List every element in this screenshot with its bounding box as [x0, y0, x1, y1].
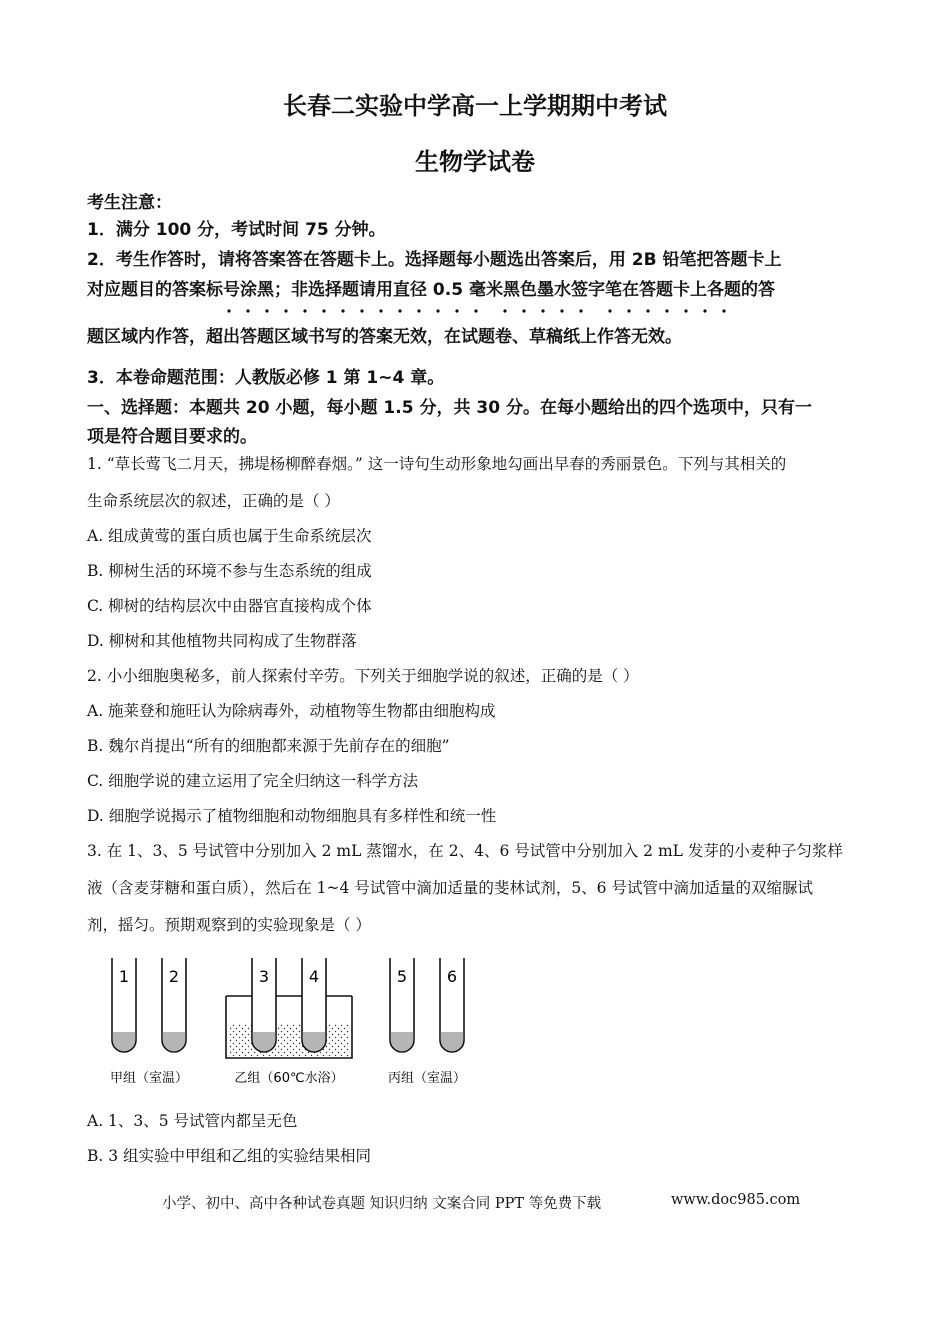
- group-1-label: 甲组（室温）: [109, 1071, 189, 1086]
- tube-4-label: 4: [308, 967, 320, 986]
- q3-option-a: A. 1、3、5 号试管内都呈无色: [87, 1112, 298, 1130]
- footer-text: 小学、初中、高中各种试卷真题 知识归纳 文案合同 PPT 等免费下载: [162, 1196, 602, 1212]
- notice-item-2-line-3: 题区域内作答，超出答题区域书写的答案无效，在试题卷、草稿纸上作答无效。: [87, 327, 682, 347]
- q1-option-d: D. 柳树和其他植物共同构成了生物群落: [87, 632, 357, 650]
- tube-3-label: 3: [258, 967, 270, 986]
- emphasis-dot-row: [227, 309, 725, 312]
- q3-stem-line-1: 3. 在 1、3、5 号试管中分别加入 2 mL 蒸馏水，在 2、4、6 号试管中分别加入 2 mL 发芽的小麦种子匀浆样: [87, 842, 843, 860]
- test-tube-figure: [100, 952, 490, 1092]
- tube-1: [112, 958, 136, 1052]
- q1-option-b: B. 柳树生活的环境不参与生态系统的组成: [87, 562, 372, 580]
- notice-item-3: 3．本卷命题范围：人教版必修 1 第 1~4 章。: [87, 368, 445, 388]
- tube-6-label: 6: [446, 967, 458, 986]
- group-3-label: 丙组（室温）: [387, 1071, 467, 1086]
- tube-5: [390, 958, 414, 1052]
- q2-option-c: C. 细胞学说的建立运用了完全归纳这一科学方法: [87, 772, 419, 790]
- q3-stem-line-3: 剂，摇匀。预期观察到的实验现象是（ ）: [87, 916, 371, 934]
- q3-stem-line-2: 液（含麦芽糖和蛋白质），然后在 1~4 号试管中滴加适量的斐林试剂，5、6 号试管中滴加适量的双缩脲试: [87, 879, 813, 897]
- notice-heading: 考生注意：: [87, 193, 172, 213]
- q1-option-c: C. 柳树的结构层次中由器官直接构成个体: [87, 597, 372, 615]
- tube-2: [162, 958, 186, 1052]
- q2-option-b: B. 魏尔肖提出“所有的细胞都来源于先前存在的细胞”: [87, 737, 450, 755]
- notice-item-2-line-1: 2．考生作答时，请将答案答在答题卡上。选择题每小题选出答案后，用 2B 铅笔把答题卡上: [87, 250, 782, 270]
- tube-2-label: 2: [168, 967, 180, 986]
- notice-item-1: 1．满分 100 分，考试时间 75 分钟。: [87, 220, 386, 240]
- tube-5-label: 5: [396, 967, 408, 986]
- emphasis-dots: [225, 307, 745, 315]
- q2-option-d: D. 细胞学说揭示了植物细胞和动物细胞具有多样性和统一性: [87, 807, 497, 825]
- footer-site: www.doc985.com: [671, 1192, 801, 1208]
- section-1-heading-line-2: 项是符合题目要求的。: [87, 427, 257, 447]
- q2-option-a: A. 施莱登和施旺认为除病毒外，动植物等生物都由细胞构成: [87, 702, 496, 720]
- q1-stem-line-1: 1. “草长莺飞二月天，拂堤杨柳醉春烟。” 这一诗句生动形象地勾画出早春的秀丽景色。下列与其相关的: [87, 455, 787, 473]
- water-bath: [226, 996, 352, 1058]
- group-2-label: 乙组（60℃水浴）: [234, 1071, 344, 1086]
- q2-stem: 2. 小小细胞奥秘多，前人探索付辛劳。下列关于细胞学说的叙述，正确的是（ ）: [87, 667, 639, 685]
- tube-1-label: 1: [118, 967, 130, 986]
- tube-3: [252, 958, 276, 1052]
- section-1-heading-line-1: 一、选择题：本题共 20 小题，每小题 1.5 分，共 30 分。在每小题给出的四个选项中，只有一: [87, 398, 812, 418]
- notice-item-2-line-2: 对应题目的答案标号涂黑；非选择题请用直径 0.5 毫米黑色墨水签字笔在答题卡上各题的答: [87, 280, 775, 300]
- exam-subtitle: 生物学试卷: [415, 148, 535, 176]
- q3-option-b: B. 3 组实验中甲组和乙组的实验结果相同: [87, 1147, 372, 1165]
- tube-4: [302, 958, 326, 1052]
- tube-6: [440, 958, 464, 1052]
- q1-option-a: A. 组成黄莺的蛋白质也属于生命系统层次: [87, 527, 372, 545]
- exam-title: 长春二实验中学高一上学期期中考试: [283, 92, 667, 120]
- q1-stem-line-2: 生命系统层次的叙述，正确的是（ ）: [87, 492, 340, 510]
